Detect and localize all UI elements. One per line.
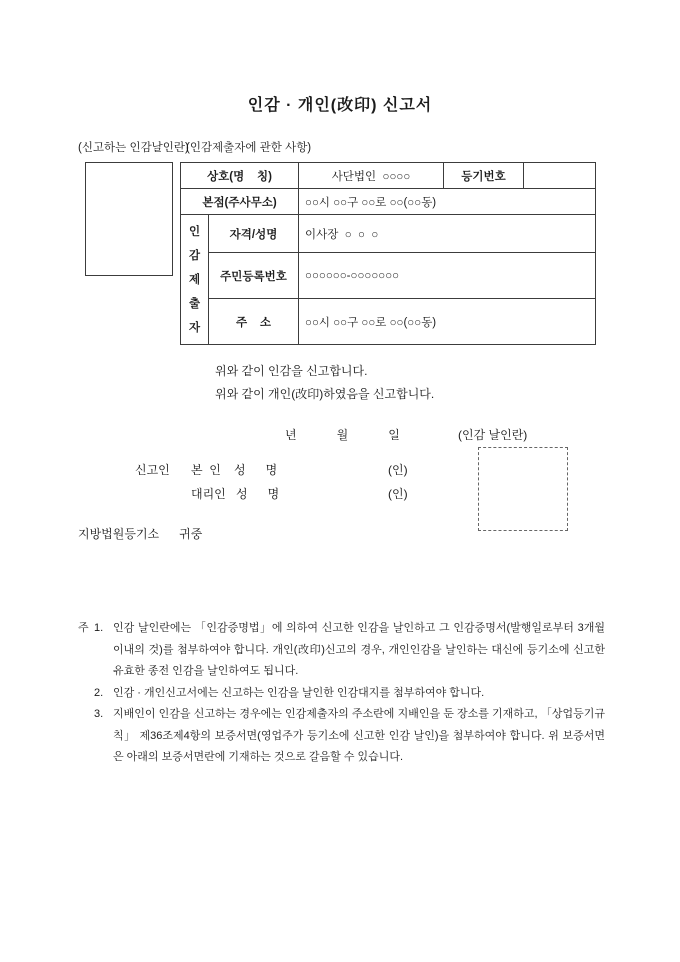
head-office-label: 본점(주사무소) bbox=[181, 189, 299, 215]
registration-number-value bbox=[524, 163, 596, 189]
note-number: 2. bbox=[94, 686, 104, 699]
seal-imprint-caption: (인감 날인란) bbox=[458, 428, 528, 442]
submitter-info-table bbox=[180, 162, 596, 345]
principal-role-label: 본 인 bbox=[191, 463, 221, 477]
seal-stamp-box bbox=[85, 162, 173, 276]
seal-area-caption: (신고하는 인감날인란) bbox=[78, 142, 189, 154]
company-name-label: 상호(명 칭) bbox=[181, 163, 299, 189]
notes-section bbox=[78, 618, 605, 769]
note-text: 인감 날인란에는 「인감증명법」에 의하여 신고한 인감을 날인하고 그 인감증명서(발행일로부터 3개월 이내의 것)를 첨부하여야 합니다. 개인(改印)신고의 경우, 개인인감을 날인하는 대신에 등기소에 신고한 유효한 종전 인감을 날인하여도 됩니다. bbox=[113, 622, 605, 677]
table-row bbox=[181, 189, 596, 215]
declaration-statements bbox=[215, 360, 434, 406]
seal-submitter-vertical-label: 인감제출자 bbox=[181, 215, 209, 345]
head-office-value: ○○시 ○○구 ○○로 ○○(○○동) bbox=[299, 189, 596, 215]
resident-number-value: ○○○○○○-○○○○○○○ bbox=[299, 253, 596, 299]
table-row bbox=[181, 163, 596, 189]
qualification-name-label: 자격/성명 bbox=[209, 215, 299, 253]
declaration-line-1: 위와 같이 인감을 신고합니다. bbox=[215, 364, 368, 378]
note-number: 3. bbox=[94, 708, 104, 720]
date-fields: 년 월 일 bbox=[285, 428, 400, 442]
declaration-line-2: 위와 같이 개인(改印)하였음을 신고합니다. bbox=[215, 387, 435, 401]
note-marker: 주 bbox=[78, 622, 89, 634]
page-title: 인감 · 개인(改印) 신고서 bbox=[247, 97, 433, 114]
note-item bbox=[78, 704, 605, 769]
address-value: ○○시 ○○구 ○○로 ○○(○○동) bbox=[299, 299, 596, 345]
table-row bbox=[181, 253, 596, 299]
table-row bbox=[181, 215, 596, 253]
note-item bbox=[78, 618, 605, 683]
reporter-label: 신고인 bbox=[135, 463, 170, 477]
note-text: 지배인이 인감을 신고하는 경우에는 인감제출자의 주소란에 지배인을 둔 장소를 기재하고, 「상업등기규칙」 제36조제4항의 보증서면(영업주가 등기소에 신고한 인감 날인)을 첨부하여야 합니다. 위 보증서면은 아래의 보증서면란에 기재하는 것으로 갈음할 수 있습니다. bbox=[113, 708, 605, 763]
resident-number-label: 주민등록번호 bbox=[209, 253, 299, 299]
agent-name-label: 성 명 bbox=[236, 487, 280, 501]
address-label: 주 소 bbox=[209, 299, 299, 345]
submitter-table-caption: (인감제출자에 관한 사항) bbox=[186, 142, 312, 154]
note-text: 인감 · 개인신고서에는 신고하는 인감을 날인한 인감대지를 첨부하여야 합니다. bbox=[113, 686, 485, 699]
principal-name-label: 성 명 bbox=[234, 463, 278, 477]
company-name-value: 사단법인 ○○○○ bbox=[299, 163, 444, 189]
agent-seal-mark: (인) bbox=[388, 487, 408, 501]
qualification-name-value: 이사장 ○ ○ ○ bbox=[299, 215, 596, 253]
agent-role-label: 대리인 bbox=[191, 487, 226, 501]
note-number: 1. bbox=[94, 622, 104, 634]
recipient-line: 지방법원등기소 귀중 bbox=[78, 527, 203, 541]
table-row bbox=[181, 299, 596, 345]
note-item bbox=[78, 683, 605, 705]
registration-number-label: 등기번호 bbox=[444, 163, 524, 189]
principal-seal-mark: (인) bbox=[388, 463, 408, 477]
seal-imprint-dashed-box bbox=[478, 447, 568, 531]
